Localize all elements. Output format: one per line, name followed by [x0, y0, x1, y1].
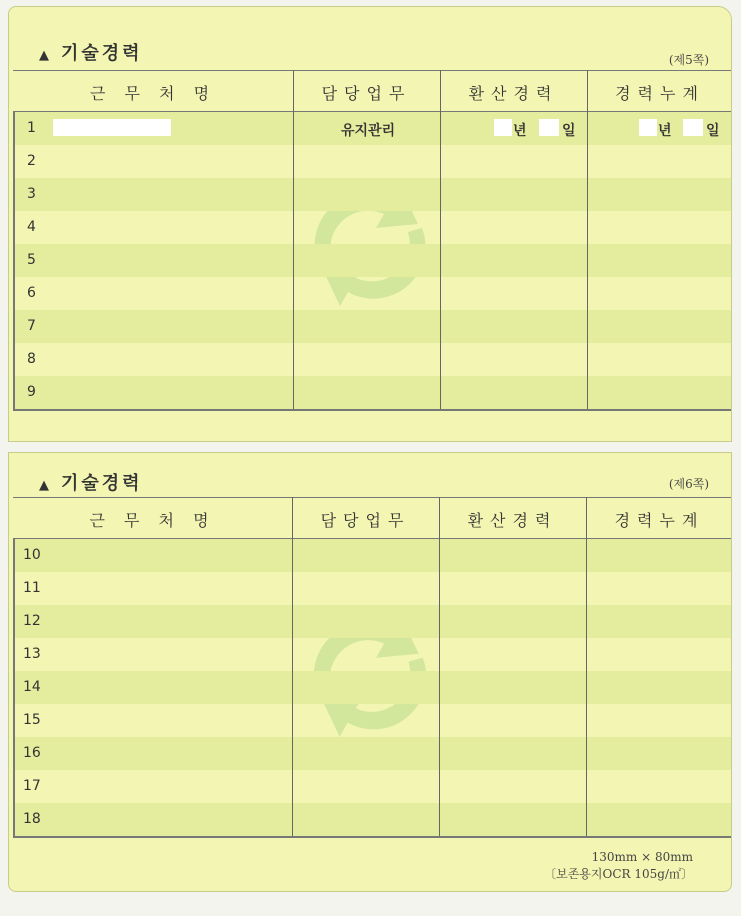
converted-year-unit: 년	[513, 123, 527, 139]
table-row	[13, 803, 731, 836]
table-row	[13, 605, 731, 638]
left-border	[13, 112, 15, 409]
table-header	[13, 497, 731, 539]
row-number: 4	[27, 219, 36, 235]
table-row	[13, 343, 731, 376]
table-bottom-border	[13, 409, 731, 411]
table-row	[13, 211, 731, 244]
row-number: 3	[27, 186, 36, 202]
redacted-converted-years	[494, 119, 512, 136]
table-row	[13, 145, 731, 178]
row-number: 2	[27, 153, 36, 169]
paper-spec	[544, 849, 693, 883]
header-workplace: 근 무 처 명	[89, 511, 216, 530]
header-cumulative: 경력누계	[614, 511, 705, 530]
table-header	[13, 70, 731, 112]
paper-type: 〔보존용지OCR 105g/㎡〕	[544, 867, 693, 881]
table-row	[13, 704, 731, 737]
table-row	[13, 178, 731, 211]
page-number: (제6쪽)	[668, 477, 709, 491]
column-divider	[439, 497, 440, 836]
row-number: 16	[23, 745, 41, 761]
triangle-up-icon: ▲	[39, 48, 49, 63]
row-number: 5	[27, 252, 36, 268]
column-divider	[293, 70, 294, 409]
page-5	[8, 6, 732, 442]
career-table	[13, 70, 731, 412]
header-workplace: 근 무 처 명	[89, 84, 217, 103]
table-row	[13, 737, 731, 770]
row-number: 18	[23, 811, 41, 827]
table-row	[13, 770, 731, 803]
table-row	[13, 376, 731, 409]
header-converted: 환산경력	[467, 511, 558, 530]
header-duty: 담당업무	[320, 511, 411, 530]
table-row	[13, 572, 731, 605]
redacted-cumulative-days	[683, 119, 703, 136]
converted-day-unit: 일	[562, 123, 576, 139]
page-6	[8, 452, 732, 892]
row-number: 10	[23, 547, 41, 563]
table-row	[13, 310, 731, 343]
column-divider	[587, 70, 588, 409]
table-row	[13, 277, 731, 310]
section-heading	[39, 39, 143, 65]
row-number: 6	[27, 285, 36, 301]
column-divider	[586, 497, 587, 836]
table-row	[13, 638, 731, 671]
row-number: 11	[23, 580, 41, 596]
table-row	[13, 244, 731, 277]
row-number: 13	[23, 646, 41, 662]
header-converted: 환산경력	[468, 84, 559, 103]
section-title: 기술경력	[61, 473, 143, 494]
left-border	[13, 539, 15, 836]
table-row	[13, 539, 731, 572]
table-row	[13, 671, 731, 704]
section-title: 기술경력	[61, 43, 143, 64]
row-number: 12	[23, 613, 41, 629]
career-table	[13, 497, 731, 839]
row-number: 17	[23, 778, 41, 794]
paper-size: 130mm × 80mm	[591, 850, 693, 864]
header-duty: 담당업무	[321, 84, 412, 103]
row-number: 1	[27, 120, 36, 136]
cumulative-year-unit: 년	[658, 123, 672, 139]
row-number: 9	[27, 384, 36, 400]
section-heading	[39, 469, 143, 495]
redacted-workplace	[53, 119, 171, 136]
triangle-up-icon: ▲	[39, 478, 49, 493]
column-divider	[292, 497, 293, 836]
redacted-cumulative-years	[639, 119, 657, 136]
header-cumulative: 경력누계	[615, 84, 705, 103]
row-number: 14	[23, 679, 41, 695]
column-divider	[440, 70, 441, 409]
redacted-converted-days	[539, 119, 559, 136]
row-number: 8	[27, 351, 36, 367]
duty-value: 유지관리	[341, 123, 396, 139]
page-number: (제5쪽)	[668, 53, 709, 67]
table-bottom-border	[13, 836, 731, 838]
cumulative-day-unit: 일	[706, 123, 720, 139]
row-number: 7	[27, 318, 36, 334]
row-number: 15	[23, 712, 41, 728]
